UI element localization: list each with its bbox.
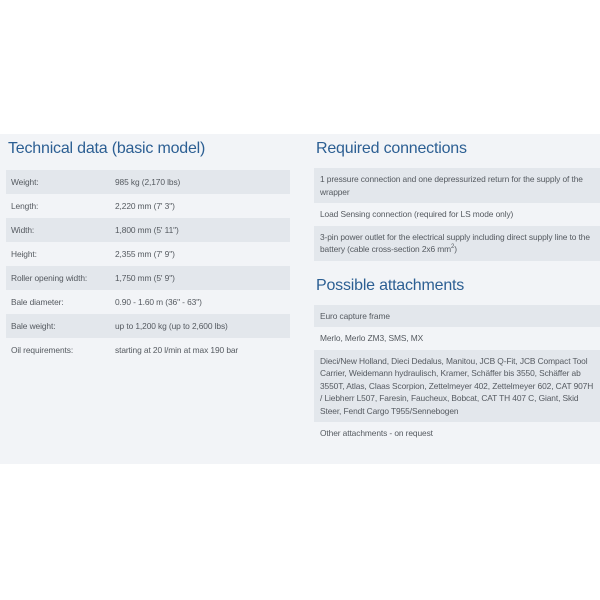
spec-value: 1,750 mm (5' 9") [115,273,175,283]
spec-label: Bale diameter: [11,297,64,307]
connections-column [314,134,600,445]
spec-value: 2,355 mm (7' 9") [115,249,175,259]
list-item-text: 3-pin power outlet for the electrical supply including direct supply line to the battery (cable cross-section 2x6 mm [320,231,590,254]
spec-label: Roller opening width: [11,273,88,283]
spec-label: Oil requirements: [11,345,74,355]
spec-value: 0.90 - 1.60 m (36" - 63") [115,297,202,307]
spec-row-weight [6,170,290,194]
list-item: 1 pressure connection and one depressurized return for the supply of the wrapper [314,168,600,203]
spec-panel [0,134,600,464]
required-connections-list [314,168,600,261]
spec-label: Height: [11,249,37,259]
technical-data-table [6,170,290,362]
technical-data-heading: Technical data (basic model) [8,140,206,157]
spec-label: Width: [11,225,35,235]
list-item: Euro capture frame [314,305,600,328]
spec-row-roller-opening-width [6,266,290,290]
spec-row-height [6,242,290,266]
spec-value: up to 1,200 kg (up to 2,600 lbs) [115,321,228,331]
spec-row-bale-weight [6,314,290,338]
list-item: Other attachments - on request [320,428,433,438]
required-connections-heading: Required connections [316,140,467,157]
spec-label: Length: [11,201,39,211]
spec-label: Weight: [11,177,39,187]
spec-label: Bale weight: [11,321,56,331]
possible-attachments-list [314,305,600,445]
spec-value: 1,800 mm (5' 11") [115,225,179,235]
possible-attachments-heading: Possible attachments [316,276,465,294]
spec-row-bale-diameter [6,290,290,314]
spec-value: 2,220 mm (7' 3") [115,201,175,211]
list-item: Merlo, Merlo ZM3, SMS, MX [320,333,424,343]
superscript: 2 [451,244,455,251]
spec-row-oil-requirements [6,338,290,362]
list-item-tail: ) [454,244,457,254]
spec-value: 985 kg (2,170 lbs) [115,177,181,187]
technical-data-column [6,134,290,362]
spec-row-length [6,194,290,218]
list-item: Dieci/New Holland, Dieci Dedalus, Manitou, JCB Q-Fit, JCB Compact Tool Carrier, Weidemann hydraulisch, Kramer, Schäffer bis 3550, Schäffer ab 3550T, Atlas, Claas Scorpion, Zettelmeyer 402, Zettelmeyer 602, CAT 907H / Liebherr L507, Faresin, Faucheux, Bobcat, CAT TH 407 C, Giant, Skid Steer, Fendt Cargo T955/Sennebogen [314,350,600,423]
spec-value: starting at 20 l/min at max 190 bar [115,345,239,355]
list-item: Load Sensing connection (required for LS mode only) [320,209,514,219]
spec-row-width [6,218,290,242]
list-item [314,226,600,261]
